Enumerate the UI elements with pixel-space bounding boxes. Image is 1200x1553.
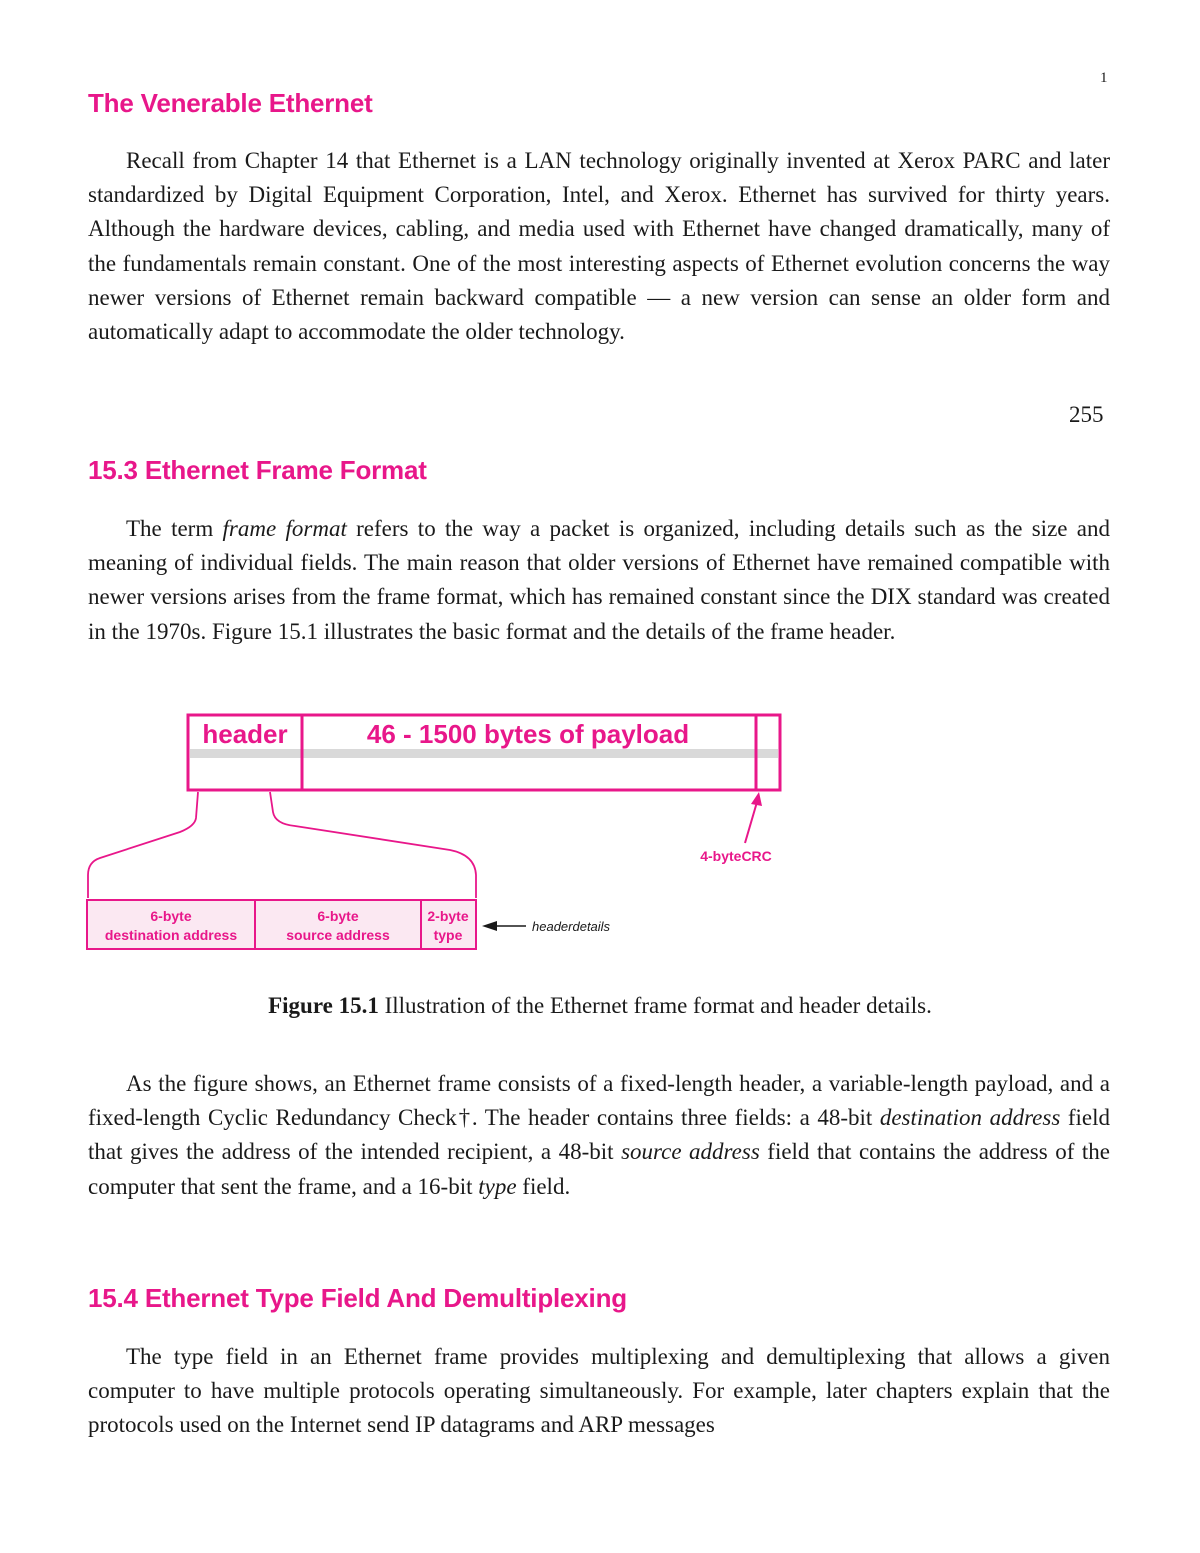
term-destination-address: destination address <box>879 1105 1061 1131</box>
paragraph-after-figure <box>88 1067 1110 1204</box>
crc-label: 4-byteCRC <box>700 848 772 864</box>
section-heading-venerable-ethernet: The Venerable Ethernet <box>88 88 373 118</box>
figure-ethernet-frame <box>0 700 1200 970</box>
after-figure-text-3: field that contains the address of the computer that sent the frame, and a 16-bit <box>88 1139 1110 1199</box>
section-heading-frame-format: 15.3 Ethernet Frame Format <box>88 455 427 485</box>
brace-right-curve <box>270 792 476 898</box>
src-field-size: 6-byte <box>317 908 359 924</box>
printed-page-number: 255 <box>1069 402 1104 427</box>
header-details-arrow-head <box>482 921 497 931</box>
running-page-number: 1 <box>1100 70 1108 86</box>
after-figure-text-4: field. <box>516 1173 571 1199</box>
after-figure-text-1: As the figure shows, an Ethernet frame consists of a fixed-length header, a variable-length payload, and a fixed-length Cyclic Redundancy Check†. The header contains three fields: a 48-bit <box>88 1071 1110 1131</box>
src-field-name: source address <box>286 927 390 943</box>
type-field-size: 2-byte <box>427 908 469 924</box>
paragraph-venerable-ethernet: Recall from Chapter 14 that Ethernet is a LAN technology originally invented at Xerox PARC and later standardized by Digital Equipment Corporation, Intel, and Xerox. Ethernet has survived for thirty years. Although the hardware devices, cabling, and media used with Ethernet have changed dramatically, many of the fundamentals remain constant. One of the most interesting aspects of Ethernet evolution concerns the way newer versions of Ethernet remain backward compatible — a new version can sense an older form and automatically adapt to accommodate the older technology. <box>88 148 1110 345</box>
frame-format-text-start: The term <box>126 516 223 541</box>
frame-format-term: frame format <box>222 516 347 541</box>
figure-caption-text: Illustration of the Ethernet frame format and header details. <box>378 993 932 1018</box>
dest-field-size: 6-byte <box>150 908 192 924</box>
paragraph-frame-format <box>88 512 1110 649</box>
frame-gray-band <box>190 749 778 758</box>
dest-field-name: destination address <box>104 927 238 943</box>
payload-label: 46 - 1500 bytes of payload <box>366 719 690 749</box>
header-label: header <box>202 719 288 749</box>
after-figure-text-2: field that gives the address of the intended recipient, a 48-bit <box>88 1105 1110 1165</box>
type-field-name: type <box>433 927 463 943</box>
term-type: type <box>478 1173 517 1199</box>
figure-caption-label: Figure 15.1 <box>268 993 379 1018</box>
header-details-label: headerdetails <box>532 919 611 934</box>
frame-diagram <box>0 700 1200 970</box>
section-heading-type-field: 15.4 Ethernet Type Field And Demultiplexing <box>88 1283 627 1313</box>
figure-caption <box>0 993 1200 1019</box>
paragraph-type-field: The type field in an Ethernet frame provides multiplexing and demultiplexing that allows a given computer to have multiple protocols operating simultaneously. For example, later chapters explain that the protocols used on the Internet send IP datagrams and ARP messages <box>88 1344 1110 1438</box>
term-source-address: source address <box>621 1139 760 1165</box>
brace-left-curve <box>88 792 198 898</box>
crc-arrow-line <box>745 802 757 843</box>
crc-arrow-head <box>751 792 762 806</box>
frame-format-text-rest: refers to the way a packet is organized, including details such as the size and meaning of individual fields. The main reason that older versions of Ethernet have remained compatible with newer versions arises from the frame format, which has remained constant since the DIX standard was created in the 1970s. Figure 15.1 illustrates the basic format and the details of the frame header. <box>88 516 1111 644</box>
